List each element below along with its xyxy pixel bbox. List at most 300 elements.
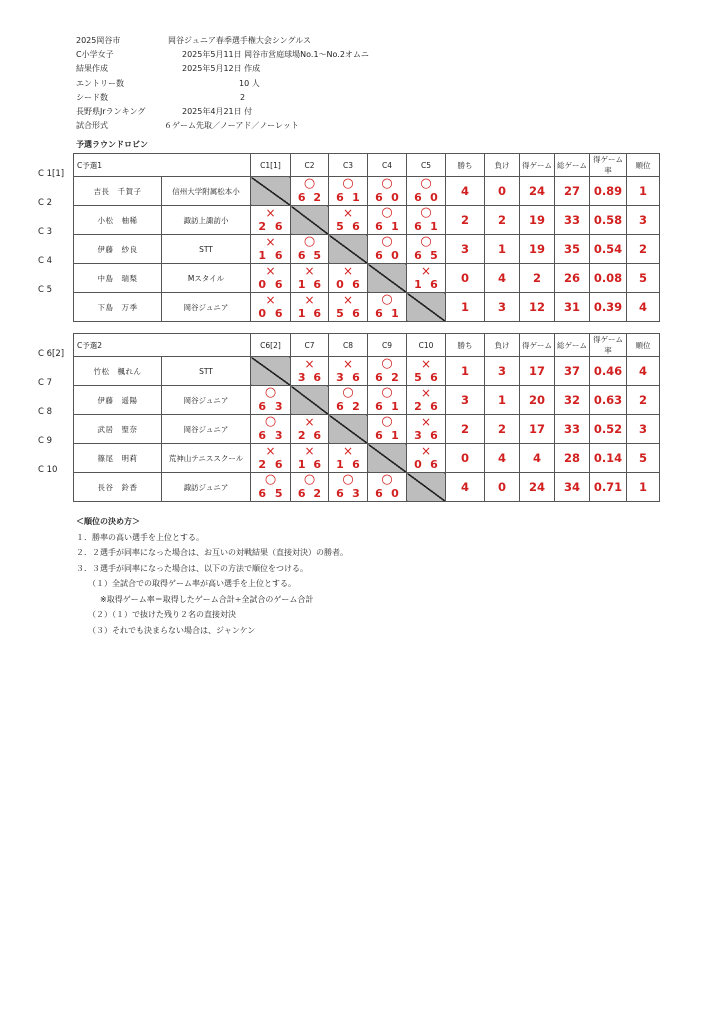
format-label: 試合形式 <box>76 121 108 131</box>
match-result-cell <box>368 206 407 235</box>
games-for: 1 <box>297 307 306 320</box>
total-games: 26 <box>555 264 590 293</box>
match-score <box>329 459 367 471</box>
wins-count: 0 <box>446 444 485 473</box>
match-result-cell <box>329 386 368 415</box>
match-result <box>251 293 290 321</box>
loss-mark-icon: × <box>342 264 354 278</box>
match-result <box>329 473 367 501</box>
games-for: 6 <box>375 220 383 233</box>
match-score <box>329 488 367 500</box>
created-date: 2025年5月12日 作成 <box>182 64 261 74</box>
player-club: 信州大学附属松本小 <box>162 177 251 206</box>
match-score <box>368 192 406 204</box>
rule-line: ２．２選手が同率になった場合は、お互いの対戦結果（直接対決）の勝者。 <box>76 548 348 557</box>
match-score <box>251 459 290 471</box>
player-row <box>74 264 691 293</box>
games-against: 6 <box>313 278 322 291</box>
match-result <box>407 206 445 234</box>
games-for: 6 <box>297 487 306 500</box>
match-score <box>407 221 445 233</box>
wins-count: 1 <box>446 357 485 386</box>
match-result-cell <box>368 177 407 206</box>
match-result-cell <box>251 473 291 502</box>
match-result-cell <box>329 264 368 293</box>
losses-count: 1 <box>485 386 520 415</box>
year-city: 2025岡谷市 <box>76 36 121 45</box>
losses-count: 0 <box>485 177 520 206</box>
games-against: 6 <box>313 307 322 320</box>
match-result <box>291 415 328 443</box>
losses-count: 3 <box>485 357 520 386</box>
match-score <box>368 221 406 233</box>
rule-line: （１）全試合での取得ゲーム率が高い選手を上位とする。 <box>88 579 296 588</box>
total-games: 32 <box>555 386 590 415</box>
loss-mark-icon: × <box>342 357 354 371</box>
wins-count: 3 <box>446 386 485 415</box>
games-against: 5 <box>274 487 283 500</box>
match-result <box>407 444 445 472</box>
win-mark-icon: ○ <box>342 472 354 487</box>
match-result-cell <box>368 415 407 444</box>
games-against: 6 <box>274 220 283 233</box>
wins-count: 2 <box>446 415 485 444</box>
self-match-cell <box>407 473 446 502</box>
loss-mark-icon: × <box>342 444 354 458</box>
win-mark-icon: ○ <box>303 234 316 249</box>
win-mark-icon: ○ <box>303 472 316 487</box>
win-mark-icon: ○ <box>381 234 393 249</box>
match-result-cell <box>291 357 329 386</box>
match-score <box>291 279 328 291</box>
player-seed-label: C 10 <box>38 465 58 475</box>
match-result <box>329 357 367 385</box>
match-result <box>251 386 290 414</box>
games-against: 5 <box>313 249 322 262</box>
game-ratio: 0.71 <box>590 473 627 502</box>
match-result <box>291 177 328 205</box>
total-games: 37 <box>555 357 590 386</box>
games-against: 6 <box>352 278 360 291</box>
win-mark-icon: ○ <box>381 205 393 220</box>
games-against: 6 <box>352 371 360 384</box>
match-result <box>368 206 406 234</box>
player-row <box>74 415 691 444</box>
player-club: 諏訪上諏訪小 <box>162 206 251 235</box>
player-row <box>74 444 691 473</box>
match-result <box>251 206 290 234</box>
match-score <box>368 250 406 262</box>
match-result <box>368 415 406 443</box>
self-match-cell <box>251 357 291 386</box>
match-result <box>251 473 290 501</box>
rank: 2 <box>627 235 660 264</box>
match-score <box>291 192 328 204</box>
stat-column-header-ratio: 得ゲーム率 <box>590 154 627 177</box>
section-title: 予選ラウンドロビン <box>76 140 148 149</box>
match-result-cell <box>368 386 407 415</box>
format-value: ６ゲーム先取／ノーアド／ノーレット <box>164 121 299 131</box>
match-score <box>251 221 290 233</box>
match-result-cell <box>407 415 446 444</box>
games-against: 1 <box>391 400 399 413</box>
stat-column-header-wins: 勝ち <box>446 154 485 177</box>
stat-column-header-games-won: 得ゲーム <box>520 334 555 357</box>
losses-count: 1 <box>485 235 520 264</box>
games-against: 6 <box>274 249 283 262</box>
games-against: 1 <box>430 220 438 233</box>
games-against: 2 <box>313 487 322 500</box>
win-mark-icon: ○ <box>420 176 432 191</box>
player-name: 中島 瑞梨 <box>74 264 162 293</box>
match-result <box>368 293 406 321</box>
game-ratio: 0.63 <box>590 386 627 415</box>
stat-column-header-total-games: 総ゲーム <box>555 154 590 177</box>
match-result-cell <box>368 473 407 502</box>
games-against: 0 <box>391 191 399 204</box>
stat-column-header-ratio: 得ゲーム率 <box>590 334 627 357</box>
rule-line: （３）それでも決まらない場合は、ジャンケン <box>88 625 256 635</box>
seeds-label: シード数 <box>76 92 108 102</box>
rank: 2 <box>627 386 660 415</box>
win-mark-icon: ○ <box>381 176 393 191</box>
match-result-cell <box>329 444 368 473</box>
games-for: 6 <box>336 487 344 500</box>
player-club: 荒神山テニススクール <box>162 444 251 473</box>
self-match-cell <box>368 264 407 293</box>
rank: 3 <box>627 206 660 235</box>
games-won: 17 <box>520 357 555 386</box>
loss-mark-icon: × <box>304 415 315 429</box>
rule-line: １．勝率の高い選手を上位とする。 <box>76 532 204 542</box>
games-against: 6 <box>430 278 438 291</box>
games-for: 0 <box>336 278 344 291</box>
match-result <box>329 177 367 205</box>
match-result <box>407 235 445 263</box>
match-score <box>329 221 367 233</box>
match-result-cell <box>407 357 446 386</box>
game-ratio: 0.08 <box>590 264 627 293</box>
player-row <box>74 357 691 386</box>
games-for: 6 <box>375 191 383 204</box>
match-result <box>329 264 367 292</box>
win-mark-icon: ○ <box>420 205 432 220</box>
games-for: 1 <box>297 458 306 471</box>
games-for: 6 <box>375 371 383 384</box>
match-score <box>407 430 445 442</box>
match-result-cell <box>329 473 368 502</box>
rules-title: ＜順位の決め方＞ <box>76 517 140 526</box>
player-row <box>74 235 691 264</box>
win-mark-icon: ○ <box>381 414 393 429</box>
games-for: 1 <box>414 278 422 291</box>
match-result-cell <box>251 293 291 322</box>
entries-value: 10 人 <box>239 78 260 88</box>
match-score <box>251 430 290 442</box>
player-name: 竹松 楓れん <box>74 357 162 386</box>
games-for: 2 <box>297 429 306 442</box>
losses-count: 4 <box>485 264 520 293</box>
loss-mark-icon: × <box>265 235 276 249</box>
match-result-cell <box>291 473 329 502</box>
player-seed-label: C 9 <box>38 436 53 446</box>
games-against: 6 <box>274 278 283 291</box>
loss-mark-icon: × <box>265 444 276 458</box>
games-won: 19 <box>520 206 555 235</box>
match-result <box>368 357 406 385</box>
win-mark-icon: ○ <box>342 385 354 400</box>
match-result-cell <box>251 415 291 444</box>
rank: 1 <box>627 177 660 206</box>
match-result <box>329 444 367 472</box>
win-mark-icon: ○ <box>342 176 354 191</box>
stat-column-header-rank: 順位 <box>627 334 660 357</box>
games-for: 6 <box>258 429 267 442</box>
stat-column-header-wins: 勝ち <box>446 334 485 357</box>
match-result-cell <box>407 206 446 235</box>
games-against: 6 <box>430 458 438 471</box>
player-seed-label: C 8 <box>38 407 53 417</box>
match-result-cell <box>368 235 407 264</box>
player-name: 吉長 千賀子 <box>74 177 162 206</box>
total-games: 33 <box>555 206 590 235</box>
win-mark-icon: ○ <box>264 414 277 429</box>
games-against: 3 <box>274 400 283 413</box>
player-row <box>74 386 691 415</box>
player-club: 岡谷ジュニア <box>162 293 251 322</box>
match-result <box>368 177 406 205</box>
match-score <box>251 308 290 320</box>
loss-mark-icon: × <box>420 264 432 278</box>
games-against: 6 <box>313 458 322 471</box>
games-won: 19 <box>520 235 555 264</box>
losses-count: 2 <box>485 206 520 235</box>
games-against: 5 <box>430 249 438 262</box>
match-result <box>407 357 445 385</box>
stat-column-header-losses: 負け <box>485 154 520 177</box>
rule-line: ３．３選手が同率になった場合は、以下の方法で順位をつける。 <box>76 563 308 573</box>
loss-mark-icon: × <box>304 444 315 458</box>
match-result <box>329 206 367 234</box>
rule-line: （２）（１）で抜けた残り２名の直接対決 <box>88 610 236 619</box>
games-against: 6 <box>313 429 322 442</box>
win-mark-icon: ○ <box>264 385 277 400</box>
games-won: 24 <box>520 473 555 502</box>
games-for: 2 <box>414 400 422 413</box>
match-result-cell <box>329 293 368 322</box>
games-for: 6 <box>375 429 383 442</box>
match-result-cell <box>329 206 368 235</box>
games-for: 6 <box>336 400 344 413</box>
games-against: 6 <box>430 400 438 413</box>
tournament-header <box>76 34 636 133</box>
win-mark-icon: ○ <box>420 234 432 249</box>
opponent-column-header: C2 <box>291 154 329 177</box>
player-seed-label: C 4 <box>38 256 53 266</box>
group-title: C予選2 <box>74 334 251 357</box>
games-against: 3 <box>274 429 283 442</box>
games-for: 6 <box>414 191 422 204</box>
rank: 5 <box>627 444 660 473</box>
match-result <box>407 264 445 292</box>
games-for: 1 <box>336 458 344 471</box>
player-name: 伊藤 紗良 <box>74 235 162 264</box>
entries-label: エントリー数 <box>76 78 124 88</box>
match-score <box>368 372 406 384</box>
match-result-cell <box>329 357 368 386</box>
wins-count: 1 <box>446 293 485 322</box>
self-match-cell <box>291 386 329 415</box>
player-seed-label: C 5 <box>38 285 53 295</box>
match-result-cell <box>291 444 329 473</box>
match-result-cell <box>407 444 446 473</box>
rank: 5 <box>627 264 660 293</box>
games-for: 6 <box>375 400 383 413</box>
wins-count: 3 <box>446 235 485 264</box>
games-for: 3 <box>336 371 344 384</box>
games-for: 6 <box>258 400 267 413</box>
games-against: 6 <box>274 307 283 320</box>
games-against: 1 <box>352 191 360 204</box>
player-club: STT <box>162 357 251 386</box>
match-result <box>251 415 290 443</box>
stat-column-header-total-games: 総ゲーム <box>555 334 590 357</box>
loss-mark-icon: × <box>304 293 315 307</box>
match-result <box>291 473 328 501</box>
created-label: 結果作成 <box>76 64 108 74</box>
game-ratio: 0.14 <box>590 444 627 473</box>
losses-count: 4 <box>485 444 520 473</box>
match-result-cell <box>407 264 446 293</box>
match-result <box>407 415 445 443</box>
match-result <box>291 444 328 472</box>
games-for: 6 <box>375 307 383 320</box>
games-won: 2 <box>520 264 555 293</box>
games-for: 0 <box>414 458 422 471</box>
win-mark-icon: ○ <box>381 472 393 487</box>
match-score <box>251 279 290 291</box>
match-result-cell <box>407 235 446 264</box>
losses-count: 2 <box>485 415 520 444</box>
match-result <box>329 386 367 414</box>
player-row <box>74 177 691 206</box>
player-seed-label: C 6[2] <box>38 349 65 359</box>
games-for: 0 <box>258 307 267 320</box>
wins-count: 4 <box>446 177 485 206</box>
self-match-cell <box>368 444 407 473</box>
player-club: 岡谷ジュニア <box>162 386 251 415</box>
total-games: 34 <box>555 473 590 502</box>
losses-count: 3 <box>485 293 520 322</box>
match-result <box>291 264 328 292</box>
rank: 4 <box>627 293 660 322</box>
match-score <box>291 372 328 384</box>
win-mark-icon: ○ <box>264 472 277 487</box>
losses-count: 0 <box>485 473 520 502</box>
player-club: 諏訪ジュニア <box>162 473 251 502</box>
stat-column-header-rank: 順位 <box>627 154 660 177</box>
match-result-cell <box>251 444 291 473</box>
games-for: 3 <box>414 429 422 442</box>
rank: 1 <box>627 473 660 502</box>
loss-mark-icon: × <box>342 206 354 220</box>
match-result-cell <box>251 235 291 264</box>
total-games: 27 <box>555 177 590 206</box>
total-games: 33 <box>555 415 590 444</box>
player-club: 岡谷ジュニア <box>162 415 251 444</box>
match-result-cell <box>407 177 446 206</box>
match-score <box>251 250 290 262</box>
match-result <box>251 444 290 472</box>
games-against: 3 <box>352 487 360 500</box>
match-result <box>291 357 328 385</box>
match-result-cell <box>291 415 329 444</box>
games-for: 3 <box>297 371 306 384</box>
match-result-cell <box>368 357 407 386</box>
wins-count: 4 <box>446 473 485 502</box>
match-score <box>329 192 367 204</box>
games-won: 12 <box>520 293 555 322</box>
match-result <box>368 386 406 414</box>
match-result <box>329 293 367 321</box>
player-name: 篠尾 明莉 <box>74 444 162 473</box>
opponent-column-header: C7 <box>291 334 329 357</box>
ranking-label: 長野県Jrランキング <box>76 106 146 116</box>
match-score <box>291 308 328 320</box>
opponent-column-header: C6[2] <box>251 334 291 357</box>
round-robin-table <box>73 153 691 322</box>
match-score <box>407 372 445 384</box>
wins-count: 2 <box>446 206 485 235</box>
loss-mark-icon: × <box>265 264 276 278</box>
loss-mark-icon: × <box>420 415 432 429</box>
game-ratio: 0.52 <box>590 415 627 444</box>
player-seed-label: C 1[1] <box>38 169 65 179</box>
player-name: 伊藤 遥陽 <box>74 386 162 415</box>
games-for: 6 <box>414 249 422 262</box>
match-score <box>251 488 290 500</box>
match-score <box>291 430 328 442</box>
games-for: 6 <box>297 249 306 262</box>
games-against: 0 <box>430 191 438 204</box>
games-for: 6 <box>375 249 383 262</box>
loss-mark-icon: × <box>265 293 276 307</box>
games-against: 2 <box>391 371 399 384</box>
games-for: 0 <box>258 278 267 291</box>
opponent-column-header: C5 <box>407 154 446 177</box>
match-score <box>407 250 445 262</box>
games-won: 24 <box>520 177 555 206</box>
games-for: 2 <box>258 220 267 233</box>
player-row <box>74 206 691 235</box>
match-score <box>407 459 445 471</box>
rule-line: ※取得ゲーム率＝取得したゲーム合計÷全試合のゲーム合計 <box>100 594 314 604</box>
match-score <box>291 488 328 500</box>
match-score <box>368 308 406 320</box>
match-score <box>407 192 445 204</box>
opponent-column-header: C4 <box>368 154 407 177</box>
match-score <box>407 279 445 291</box>
player-name: 小松 柚稀 <box>74 206 162 235</box>
win-mark-icon: ○ <box>381 385 393 400</box>
round-robin-table <box>73 333 691 502</box>
games-won: 17 <box>520 415 555 444</box>
match-score <box>251 401 290 413</box>
wins-count: 0 <box>446 264 485 293</box>
game-ratio: 0.89 <box>590 177 627 206</box>
match-score <box>407 401 445 413</box>
games-against: 6 <box>352 458 360 471</box>
